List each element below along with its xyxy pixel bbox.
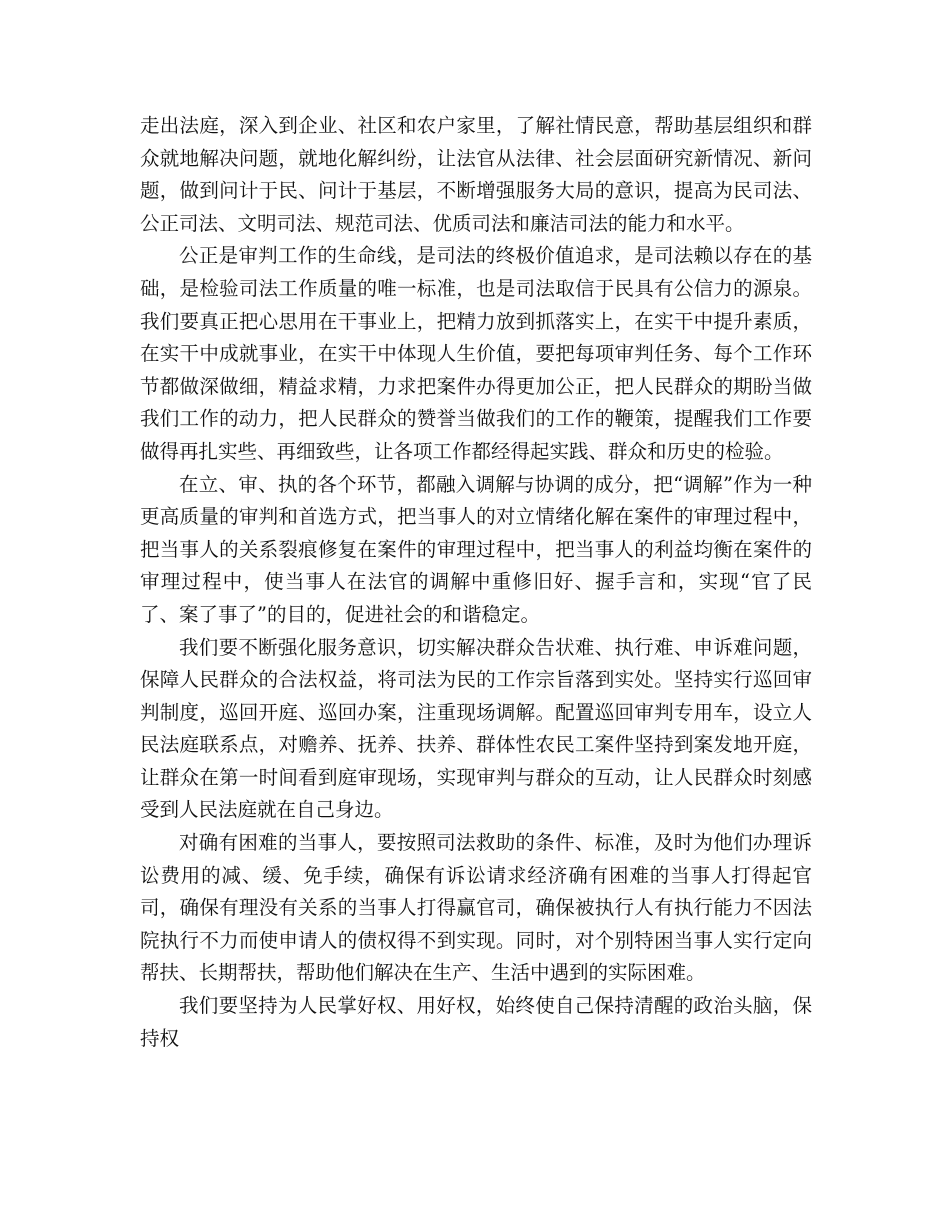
paragraph-1: 走出法庭，深入到企业、社区和农户家里，了解社情民意，帮助基层组织和群众就地解决问题，就地化解纠纷，让法官从法律、社会层面研究新情况、新问题，做到问计于民、问计于基层，不断增强服务大局的意识，提高为民司法、公正司法、文明司法、规范司法、优质司法和廉洁司法的能力和水平。 [140, 114, 812, 235]
paragraph-4: 我们要不断强化服务意识，切实解决群众告状难、执行难、申诉难问题，保障人民群众的合法权益，将司法为民的工作宗旨落到实处。坚持实行巡回审判制度，巡回开庭、巡回办案，注重现场调解。配置巡回审判专用车，设立人民法庭联系点，对赡养、抚养、扶养、群体性农民工案件坚持到案发地开庭，让群众在第一时间看到庭审现场，实现审判与群众的互动，让人民群众时刻感受到人民法庭就在自己身边。 [140, 635, 812, 822]
document-body [140, 110, 812, 1055]
paragraph-3: 在立、审、执的各个环节，都融入调解与协调的成分，把“调解”作为一种更高质量的审判和首选方式，把当事人的对立情绪化解在案件的审理过程中，把当事人的关系裂痕修复在案件的审理过程中，把当事人的利益均衡在案件的审理过程中，使当事人在法官的调解中重修旧好、握手言和，实现“官了民了、案了事了”的目的，促进社会的和谐稳定。 [140, 472, 812, 626]
paragraph-2: 公正是审判工作的生命线，是司法的终极价值追求，是司法赖以存在的基础，是检验司法工作质量的唯一标准，也是司法取信于民具有公信力的源泉。我们要真正把心思用在干事业上，把精力放到抓落实上，在实干中提升素质，在实干中成就事业，在实干中体现人生价值，要把每项审判任务、每个工作环节都做深做细，精益求精，力求把案件办得更加公正，把人民群众的期盼当做我们工作的动力，把人民群众的赞誉当做我们的工作的鞭策，提醒我们工作要做得再扎实些、再细致些，让各项工作都经得起实践、群众和历史的检验。 [140, 244, 812, 463]
paragraph-6: 我们要坚持为人民掌好权、用好权，始终使自己保持清醒的政治头脑，保持权 [140, 994, 812, 1050]
paragraph-5: 对确有困难的当事人，要按照司法救助的条件、标准，及时为他们办理诉讼费用的减、缓、免手续，确保有诉讼请求经济确有困难的当事人打得起官司，确保有理没有关系的当事人打得赢官司，确保被执行人有执行能力不因法院执行不力而使申请人的债权得不到实现。同时，对个别特困当事人实行定向帮扶、长期帮扶，帮助他们解决在生产、生活中遇到的实际困难。 [140, 831, 812, 985]
